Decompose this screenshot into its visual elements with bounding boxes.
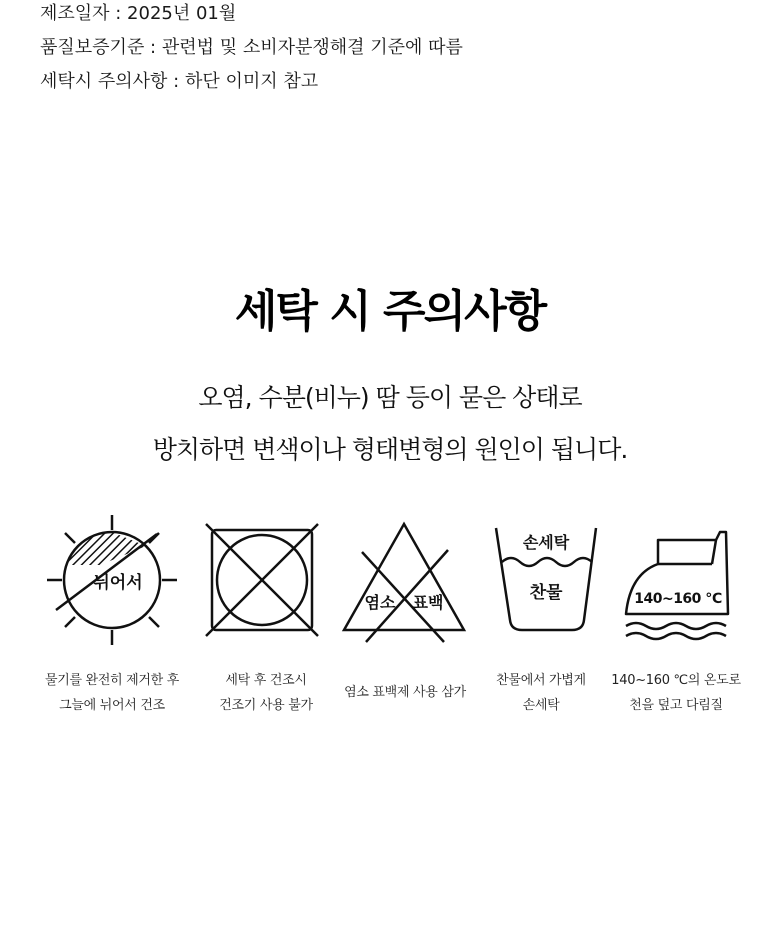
- bleach-label-left: 염소: [364, 593, 396, 612]
- hand-wash-label-bottom: 찬물: [529, 583, 563, 603]
- caption-line: 천을 덮고 다림질: [629, 698, 723, 713]
- manufacture-date: 제조일자 : 2025년 01월: [40, 3, 237, 24]
- description-line-2: 방치하면 변색이나 형태변형의 원인이 됩니다.: [152, 435, 628, 464]
- shade-dry-label: 뉘어서: [93, 573, 143, 593]
- caption-line: 세탁 후 건조시: [225, 673, 307, 688]
- description-line-1: 오염, 수분(비누) 땀 등이 묻은 상태로: [198, 383, 582, 412]
- caption-hand-wash: [463, 668, 619, 718]
- caption-line: 물기를 완전히 제거한 후: [44, 673, 180, 688]
- caption-line: 염소 표백제 사용 삼가: [344, 685, 466, 700]
- caption-iron: [598, 668, 754, 718]
- iron-temperature-label: 140~160 ℃: [634, 591, 722, 607]
- section-title: 세탁 시 주의사항: [234, 286, 546, 337]
- caption-line: 140~160 ℃의 온도로: [611, 673, 741, 688]
- caption-shade-dry: [34, 668, 190, 718]
- caption-line: 그늘에 뉘어서 건조: [59, 698, 165, 713]
- hand-wash-icon: [476, 510, 616, 650]
- bleach-label-right: 표백: [412, 593, 444, 612]
- no-tumble-dry-icon: [192, 510, 332, 650]
- care-symbols: [0, 510, 780, 650]
- caption-line: 손세탁: [522, 698, 560, 713]
- no-chlorine-bleach-icon: [336, 510, 476, 650]
- caption-no-chlorine-bleach: [327, 680, 483, 705]
- quality-standard: 품질보증기준 : 관련법 및 소비자분쟁해결 기준에 따름: [40, 37, 463, 58]
- caption-line: 건조기 사용 불가: [219, 698, 313, 713]
- washing-note: 세탁시 주의사항 : 하단 이미지 참고: [40, 71, 319, 92]
- hand-wash-label-top: 손세탁: [522, 533, 570, 552]
- caption-no-tumble-dry: [188, 668, 344, 718]
- caption-line: 찬물에서 가볍게: [496, 673, 586, 688]
- product-info: [40, 0, 463, 99]
- description: [0, 372, 780, 476]
- iron-with-cloth-icon: [616, 510, 756, 650]
- shade-dry-icon: [42, 510, 182, 650]
